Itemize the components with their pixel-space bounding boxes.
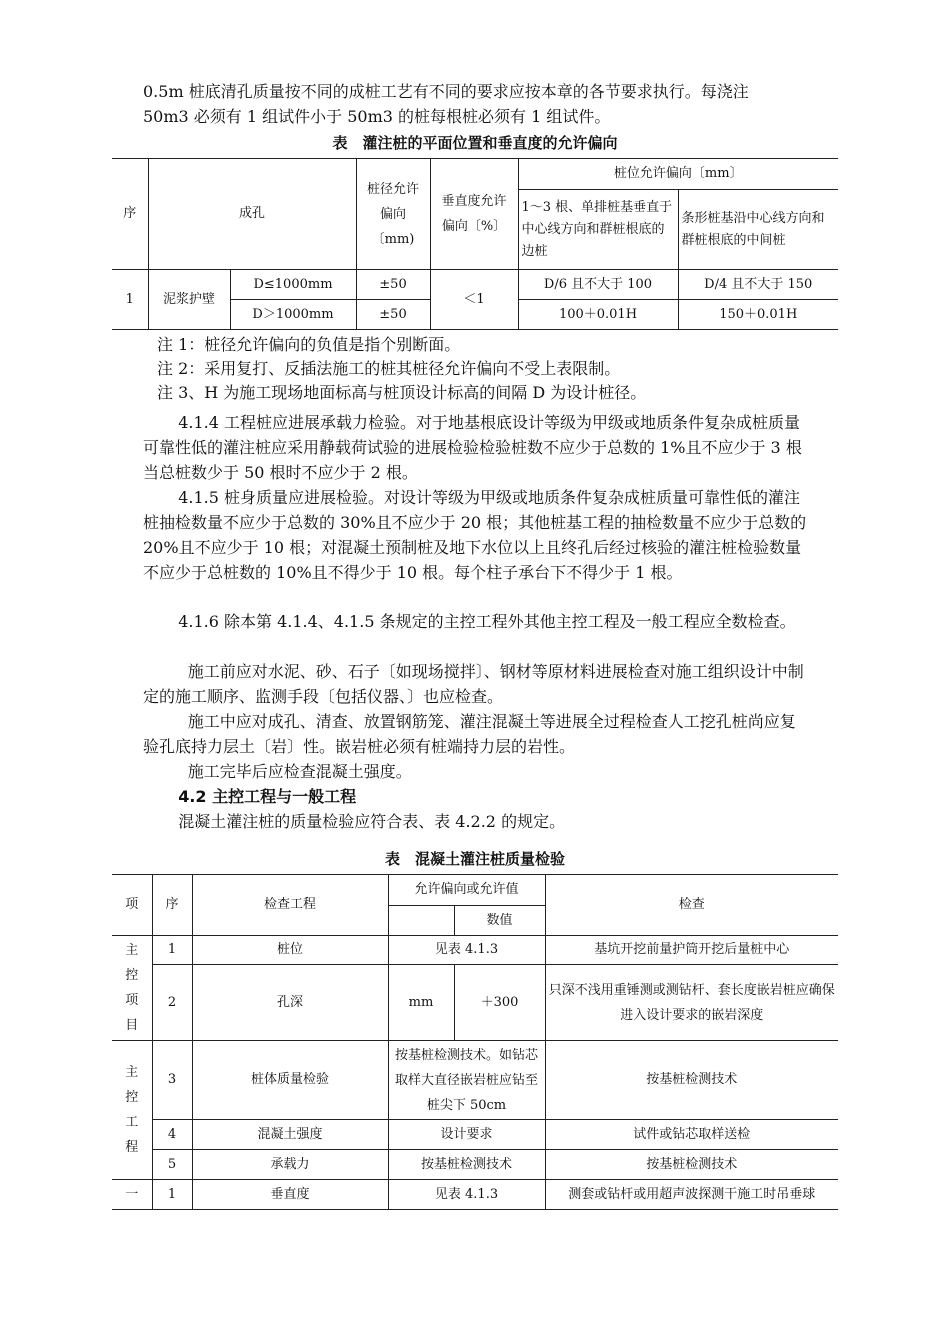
table-row-seq: 4 [152, 1120, 192, 1150]
row1-condition: D≤1000mm [230, 270, 356, 300]
row-method: 泥浆护壁 [148, 270, 230, 330]
table-row-unit: mm [388, 965, 454, 1041]
header-vertical: 垂直度允许偏向〔%〕 [430, 159, 518, 270]
header-check: 检查 [545, 875, 838, 936]
header-check-item: 检查工程 [192, 875, 388, 936]
row2-pos-b: 150＋0.01H [678, 300, 838, 330]
header-allow: 允许偏向或允许值 [388, 875, 545, 906]
table-row-check: 基坑开挖前量护筒开挖后量桩中心 [545, 936, 838, 965]
table-row-allow: 设计要求 [388, 1120, 545, 1150]
row2-pos-a: 100＋0.01H [518, 300, 678, 330]
header-unit [388, 906, 454, 936]
table-row-name: 桩位 [192, 936, 388, 965]
table-row-seq: 2 [152, 965, 192, 1041]
table-row-seq: 5 [152, 1150, 192, 1180]
row2-diameter: ±50 [356, 300, 430, 330]
row1-pos-b: D/4 且不大于 150 [678, 270, 838, 300]
paragraph-table-reference: 混凝土灌注桩的质量检验应符合表、表 4.2.2 的规定。 [178, 812, 566, 831]
quality-inspection-table [112, 874, 838, 1210]
header-position: 桩位允许偏向〔mm〕 [518, 159, 838, 190]
paragraph-4-1-4: 4.1.4 工程桩应进展承载力检验。对于地基根底设计等级为甲级或地质条件复杂成桩质量可靠性低的灌注桩应采用静载荷试验的进展检验检验桩数不应少于总数的 1%且不应少于 3 根当总桩数少于 50 根时不应少于 2 根。 [143, 413, 802, 482]
header-item: 项 [112, 875, 152, 936]
row-vertical: ＜1 [430, 270, 518, 330]
table-row-allow: 按基桩检测技术。如钻芯取样大直径嵌岩桩应钻至桩尖下 50cm [388, 1041, 545, 1120]
group-general: 一 [112, 1180, 152, 1210]
group-main-items: 主控项目 [112, 936, 152, 1041]
table-row-name: 承载力 [192, 1150, 388, 1180]
paragraph-4-1-5: 4.1.5 桩身质量应进展检验。对设计等级为甲级或地质条件复杂成桩质量可靠性低的灌注桩抽检数量不应少于总数的 30%且不应少于 20 根；其他桩基工程的抽检数量不应少于总数的 20%且不应少于 10 根；对混凝土预制桩及地下水位以上且终孔后经过核验的灌注桩检验数量不应少于总桩数的 10%且不得少于 10 根。每个柱子承台下不得少于 1 根。 [143, 488, 807, 582]
header-seq: 序 [152, 875, 192, 936]
header-hole: 成孔 [148, 159, 356, 270]
paragraph-pre-construction: 施工前应对水泥、砂、石子〔如现场搅拌〕、钢材等原材料进展检查对施工组织设计中制定的施工顺序、监测手段〔包括仪器、〕也应检查。 [143, 662, 804, 706]
note-3: 注 3、H 为施工现场地面标高与桩顶设计标高的间隔 D 为设计桩径。 [157, 383, 647, 402]
note-2: 注 2：采用复打、反插法施工的桩其桩径允许偏向不受上表限制。 [157, 359, 621, 378]
group-main-works: 主控工程 [112, 1041, 152, 1180]
pile-deviation-table [112, 158, 838, 330]
table-row-name: 桩体质量检验 [192, 1041, 388, 1120]
table-row-check: 按基桩检测技术 [545, 1150, 838, 1180]
table-row-seq: 3 [152, 1041, 192, 1120]
header-value: 数值 [454, 906, 545, 936]
table-row-check: 试件或钻芯取样送检 [545, 1120, 838, 1150]
table-row-seq: 1 [152, 1180, 192, 1210]
table-row-name: 混凝土强度 [192, 1120, 388, 1150]
header-pos-a: 1～3 根、单排桩基垂直于中心线方向和群桩根底的边桩 [518, 190, 678, 270]
intro-line-1: 0.5m 桩底清孔质量按不同的成桩工艺有不同的要求应按本章的各节要求执行。每浇注 [143, 82, 749, 101]
section-heading-4-2: 4.2 主控工程与一般工程 [178, 787, 357, 806]
intro-line-2: 50m3 必须有 1 组试件小于 50m3 的桩每根桩必须有 1 组试件。 [143, 107, 611, 126]
row2-condition: D＞1000mm [230, 300, 356, 330]
table-row-allow: 见表 4.1.3 [388, 1180, 545, 1210]
paragraph-4-1-6: 4.1.6 除本第 4.1.4、4.1.5 条规定的主控工程外其他主控工程及一般工程应全数检查。 [178, 612, 796, 631]
table1-caption: 表 灌注桩的平面位置和垂直度的允许偏向 [332, 134, 618, 152]
table-row-check: 只深不浅用重锤测或测钻杆、套长度嵌岩桩应确保进入设计要求的嵌岩深度 [545, 965, 838, 1041]
header-seq: 序 [112, 159, 148, 270]
table-row-check: 按基桩检测技术 [545, 1041, 838, 1120]
row-seq: 1 [112, 270, 148, 330]
table-row-allow: 按基桩检测技术 [388, 1150, 545, 1180]
table-row-check: 测套或钻杆或用超声波探测干施工时吊垂球 [545, 1180, 838, 1210]
header-pos-b: 条形桩基沿中心线方向和群桩根底的中间桩 [678, 190, 838, 270]
table-row-allow: 见表 4.1.3 [388, 936, 545, 965]
paragraph-after-construction: 施工完毕后应检查混凝土强度。 [187, 762, 412, 781]
row1-pos-a: D/6 且不大于 100 [518, 270, 678, 300]
paragraph-during-construction: 施工中应对成孔、清查、放置钢筋笼、灌注混凝土等进展全过程检查人工挖孔桩尚应复验孔底持力层土〔岩〕性。嵌岩桩必须有桩端持力层的岩性。 [143, 712, 796, 756]
note-1: 注 1：桩径允许偏向的负值是指个别断面。 [157, 335, 461, 354]
table-row-name: 垂直度 [192, 1180, 388, 1210]
table-row-seq: 1 [152, 936, 192, 965]
table-row-value: ＋300 [454, 965, 545, 1041]
row1-diameter: ±50 [356, 270, 430, 300]
table2-caption: 表 混凝土灌注桩质量检验 [384, 850, 565, 868]
table-row-name: 孔深 [192, 965, 388, 1041]
header-diameter: 桩径允许偏向〔mm) [356, 159, 430, 270]
